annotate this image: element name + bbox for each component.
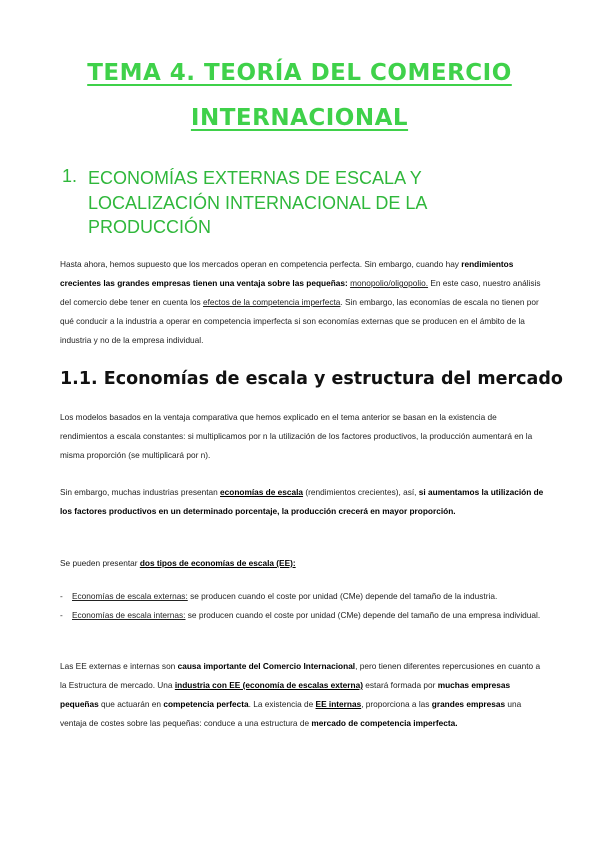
section-1-1-heading: 1.1. Economías de escala y estructura del mercado [60,369,563,389]
p1-text-a: Hasta ahora, hemos supuesto que los mercados operan en competencia perfecta. Sin embargo, cuando hay [60,259,462,269]
p1-underline-f: efectos de la competencia imperfecta [202,297,341,307]
list-item-internal [60,606,545,625]
bullet-label-external: Economías de escala externas: [72,591,188,601]
paragraph-intro [60,255,545,350]
p1-bold-b: rendimientos crecientes las grandes empresas tienen una ventaja sobre las pequeñas: [60,259,514,288]
p5-text-g: que actuarán en [98,699,164,709]
p3-bold-d: si aumentamos la utilización de los factores productivos en un determinado porcentaje, la producción crecerá en mayor proporción. [60,487,544,516]
paragraph-market-structure [60,657,545,733]
page-title-line2: INTERNACIONAL [190,105,409,131]
bullet-dash: - [60,610,63,620]
p5-bold-h: competencia perfecta [163,699,249,709]
p4-bold-underline-b: dos tipos de economías de escala (EE): [139,558,296,568]
bullet-dash: - [60,591,63,601]
p5-bold-n: mercado de competencia imperfecta. [311,718,458,728]
p1-underline-d: monopolio/oligopolio. [350,278,429,288]
paragraph-comparative-advantage: Los modelos basados en la ventaja comparativa que hemos explicado en el tema anterior se basan en la existencia de rendimientos a escala constantes: si multiplicamos por n la utilización de los factores productivos, la producción aumentará en la misma proporción (se multiplicará por n). [60,412,533,460]
p5-text-c: , pero tienen diferentes repercusiones en cuanto a la Estructura de mercado. Una [60,661,541,690]
p1-text-e: En este caso, nuestro análisis del comercio debe tener en cuenta los [60,278,541,307]
p3-bold-underline-b: economías de escala [220,487,304,497]
p5-bold-f: muchas empresas pequeñas [60,680,511,709]
p5-bold-l: grandes empresas [431,699,506,709]
bullet-text-external: se producen cuando el coste por unidad (CMe) depende del tamaño de la industria. [187,591,498,601]
p5-bold-underline-j: EE internas [315,699,362,709]
p5-text-a: Las EE externas e internas son [60,661,178,671]
paragraph-economies-of-scale [60,483,545,521]
economies-types-list [60,587,545,625]
p5-text-k: , proporciona a las [361,699,432,709]
list-item-external [60,587,545,606]
p5-bold-underline-d: industria con EE (economía de escalas externa) [174,680,363,690]
p5-bold-b: causa importante del Comercio Internacional [177,661,356,671]
p4-text-a: Se pueden presentar [60,558,140,568]
p5-text-m: una ventaja de costes sobre las pequeñas: conduce a una estructura de [60,699,522,728]
p5-text-e: estará formada por [362,680,438,690]
paragraph-two-types [60,554,545,573]
bullet-label-internal: Economías de escala internas: [72,610,186,620]
bullet-text-internal: se producen cuando el coste por unidad (CMe) depende del tamaño de una empresa individual. [185,610,541,620]
p5-text-i: . La existencia de [248,699,316,709]
p1-text-g: . Sin embargo, las economías de escala no tienen por qué conducir a la industria a operar en competencia imperfecta si son economías externas que se producen en el ámbito de la industria y no de la empresa individual. [60,297,539,345]
p3-text-c: (rendimientos crecientes), así, [303,487,419,497]
p3-text-a: Sin embargo, muchas industrias presentan [60,487,221,497]
section-1-title: ECONOMÍAS EXTERNAS DE ESCALA Y LOCALIZACIÓN INTERNACIONAL DE LA PRODUCCIÓN [88,168,427,237]
page-title-line1: TEMA 4. TEORÍA DEL COMERCIO [87,60,512,86]
section-1-number: 1. [62,166,78,186]
